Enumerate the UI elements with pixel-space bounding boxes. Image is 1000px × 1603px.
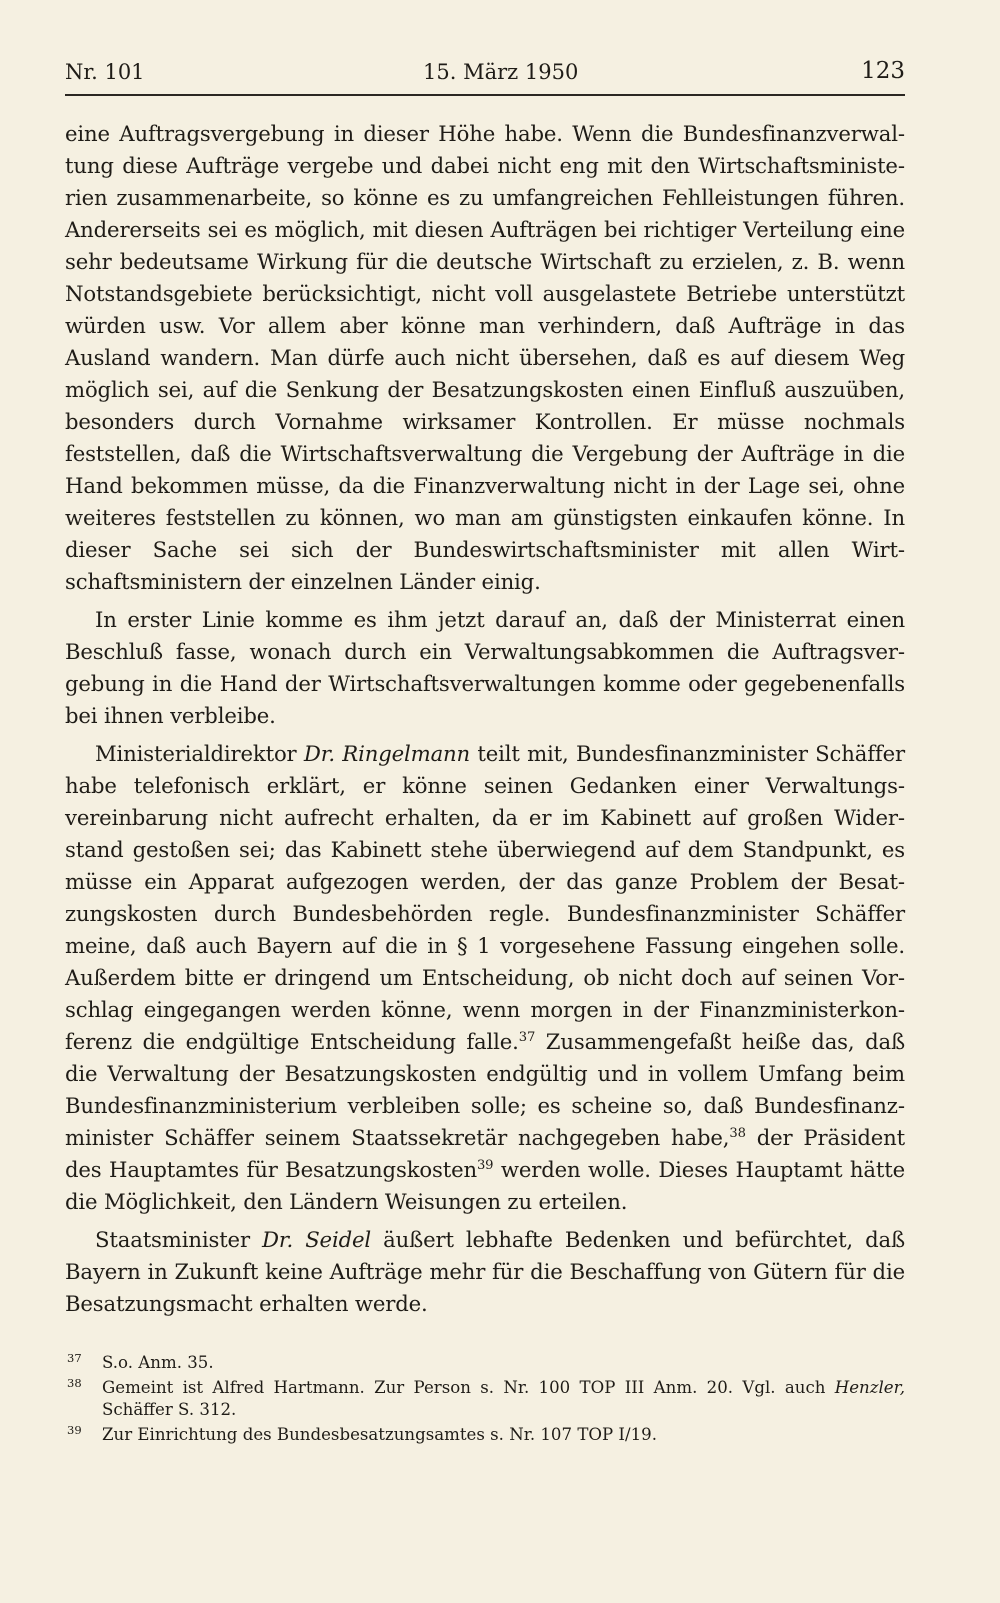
paragraph-1: eine Auftragsvergebung in dieser Höhe habe. Wenn die Bundesfinanzverwaltung diese Aufträge vergebe und dabei nicht eng mit den Wirtschaftsministerien zusammenarbeite, so könne es zu umfangreichen Fehlleistungen führen. Andererseits sei es möglich, mit diesen Aufträgen bei richtiger Verteilung eine sehr bedeutsame Wirkung für die deutsche Wirtschaft zu erzielen, z. B. wenn Notstandsgebiete berücksichtigt, nicht voll ausgelastete Betriebe unterstützt würden usw. Vor allem aber könne man verhindern, daß Aufträge in das Ausland wandern. Man dürfe auch nicht übersehen, daß es auf diesem Weg möglich sei, auf die Senkung der Besatzungskosten einen Einfluß auszuüben, besonders durch Vornahme wirksamer Kontrollen. Er müsse nochmals feststellen, daß die Wirtschaftsverwaltung die Vergebung der Aufträge in die Hand bekommen müsse, da die Finanzverwaltung nicht in der Lage sei, ohne weiteres feststellen zu können, wo man am günstigsten einkaufen könne. In dieser Sache sei sich der Bundeswirtschaftsminister mit allen Wirtschaftsministern der einzelnen Länder einig. bbox=[65, 121, 905, 594]
document-number: Nr. 101 bbox=[65, 60, 145, 84]
footnote-39 bbox=[65, 1424, 905, 1446]
header-rule bbox=[65, 94, 905, 96]
footnote-number: 39 bbox=[67, 1423, 82, 1437]
footnote-38 bbox=[65, 1377, 905, 1421]
paragraph-2: In erster Linie komme es ihm jetzt darauf an, daß der Ministerrat einen Beschluß fasse, wonach durch ein Verwaltungsabkommen die Auftragsvergebung in die Hand der Wirtschaftsverwaltungen komme oder gegebenenfalls bei ihnen verbleibe. bbox=[65, 607, 905, 728]
paragraph-3-part-d: der Präsident des Hauptamtes für Besatzungskosten bbox=[65, 1125, 905, 1182]
header-date: 15. März 1950 bbox=[423, 60, 579, 84]
paragraph-4 bbox=[65, 1224, 905, 1320]
page-number: 123 bbox=[861, 58, 905, 84]
author-henzler: Henzler, bbox=[834, 1378, 905, 1397]
footnote-number: 37 bbox=[67, 1351, 82, 1365]
paragraph-3-part-e: werden wolle. Dieses Hauptamt hätte die Möglichkeit, den Ländern Weisungen zu erteilen. bbox=[65, 1157, 905, 1214]
paragraph-3 bbox=[65, 738, 905, 1218]
main-text bbox=[65, 118, 905, 1326]
footnote-text: S.o. Anm. 35. bbox=[102, 1353, 214, 1372]
footnote-text: Zur Einrichtung des Bundesbesatzungsamtes s. Nr. 107 TOP I/19. bbox=[102, 1425, 657, 1444]
footnote-ref-39: 39 bbox=[476, 1157, 494, 1173]
footnote-37 bbox=[65, 1352, 905, 1374]
footnotes bbox=[65, 1352, 905, 1449]
footnote-ref-38: 38 bbox=[729, 1125, 746, 1141]
paragraph-4-part-b: äußert lebhafte Bedenken und befürchtet, daß Bayern in Zukunft keine Aufträge mehr für die Beschaffung von Gütern für die Besatzungsmacht erhalten werde. bbox=[65, 1227, 906, 1316]
paragraph-4-part-a: Staatsminister bbox=[95, 1227, 263, 1252]
footnote-text: Gemeint ist Alfred Hartmann. Zur Person s. Nr. 100 TOP III Anm. 20. Vgl. auch bbox=[102, 1378, 835, 1397]
footnote-text-end: Schäffer S. 312. bbox=[102, 1400, 237, 1419]
paragraph-3-part-a: Ministerialdirektor bbox=[95, 741, 304, 766]
footnote-number: 38 bbox=[67, 1376, 82, 1390]
person-ringelmann: Dr. Ringelmann bbox=[303, 741, 471, 766]
footnote-ref-37: 37 bbox=[518, 1029, 536, 1045]
paragraph-3-part-c: Zusammengefaßt heiße das, daß die Verwaltung der Besatzungskosten endgültig und in vollem Umfang beim Bundesfinanzministerium verbleiben solle; es scheine so, daß Bundesfinanzminister Schäffer seinem Staatssekretär nachgegeben habe, bbox=[65, 1029, 905, 1150]
person-seidel: Dr. Seidel bbox=[262, 1227, 372, 1252]
paragraph-3-part-b: teilt mit, Bundesfinanzminister Schäffer habe telefonisch erklärt, er könne seinen Gedanken einer Verwaltungsvereinbarung nicht aufrecht erhalten, da er im Kabinett auf großen Widerstand gestoßen sei; das Kabinett stehe überwiegend auf dem Standpunkt, es müsse ein Apparat aufgezogen werden, der das ganze Problem der Besatzungskosten durch Bundesbehörden regle. Bundesfinanzminister Schäffer meine, daß auch Bayern auf die in § 1 vorgesehene Fassung eingehen solle. Außerdem bitte er dringend um Entscheidung, ob nicht doch auf seinen Vorschlag eingegangen werden könne, wenn morgen in der Finanzministerkonferenz die endgültige Entscheidung falle. bbox=[65, 741, 905, 1054]
running-header bbox=[65, 56, 905, 90]
